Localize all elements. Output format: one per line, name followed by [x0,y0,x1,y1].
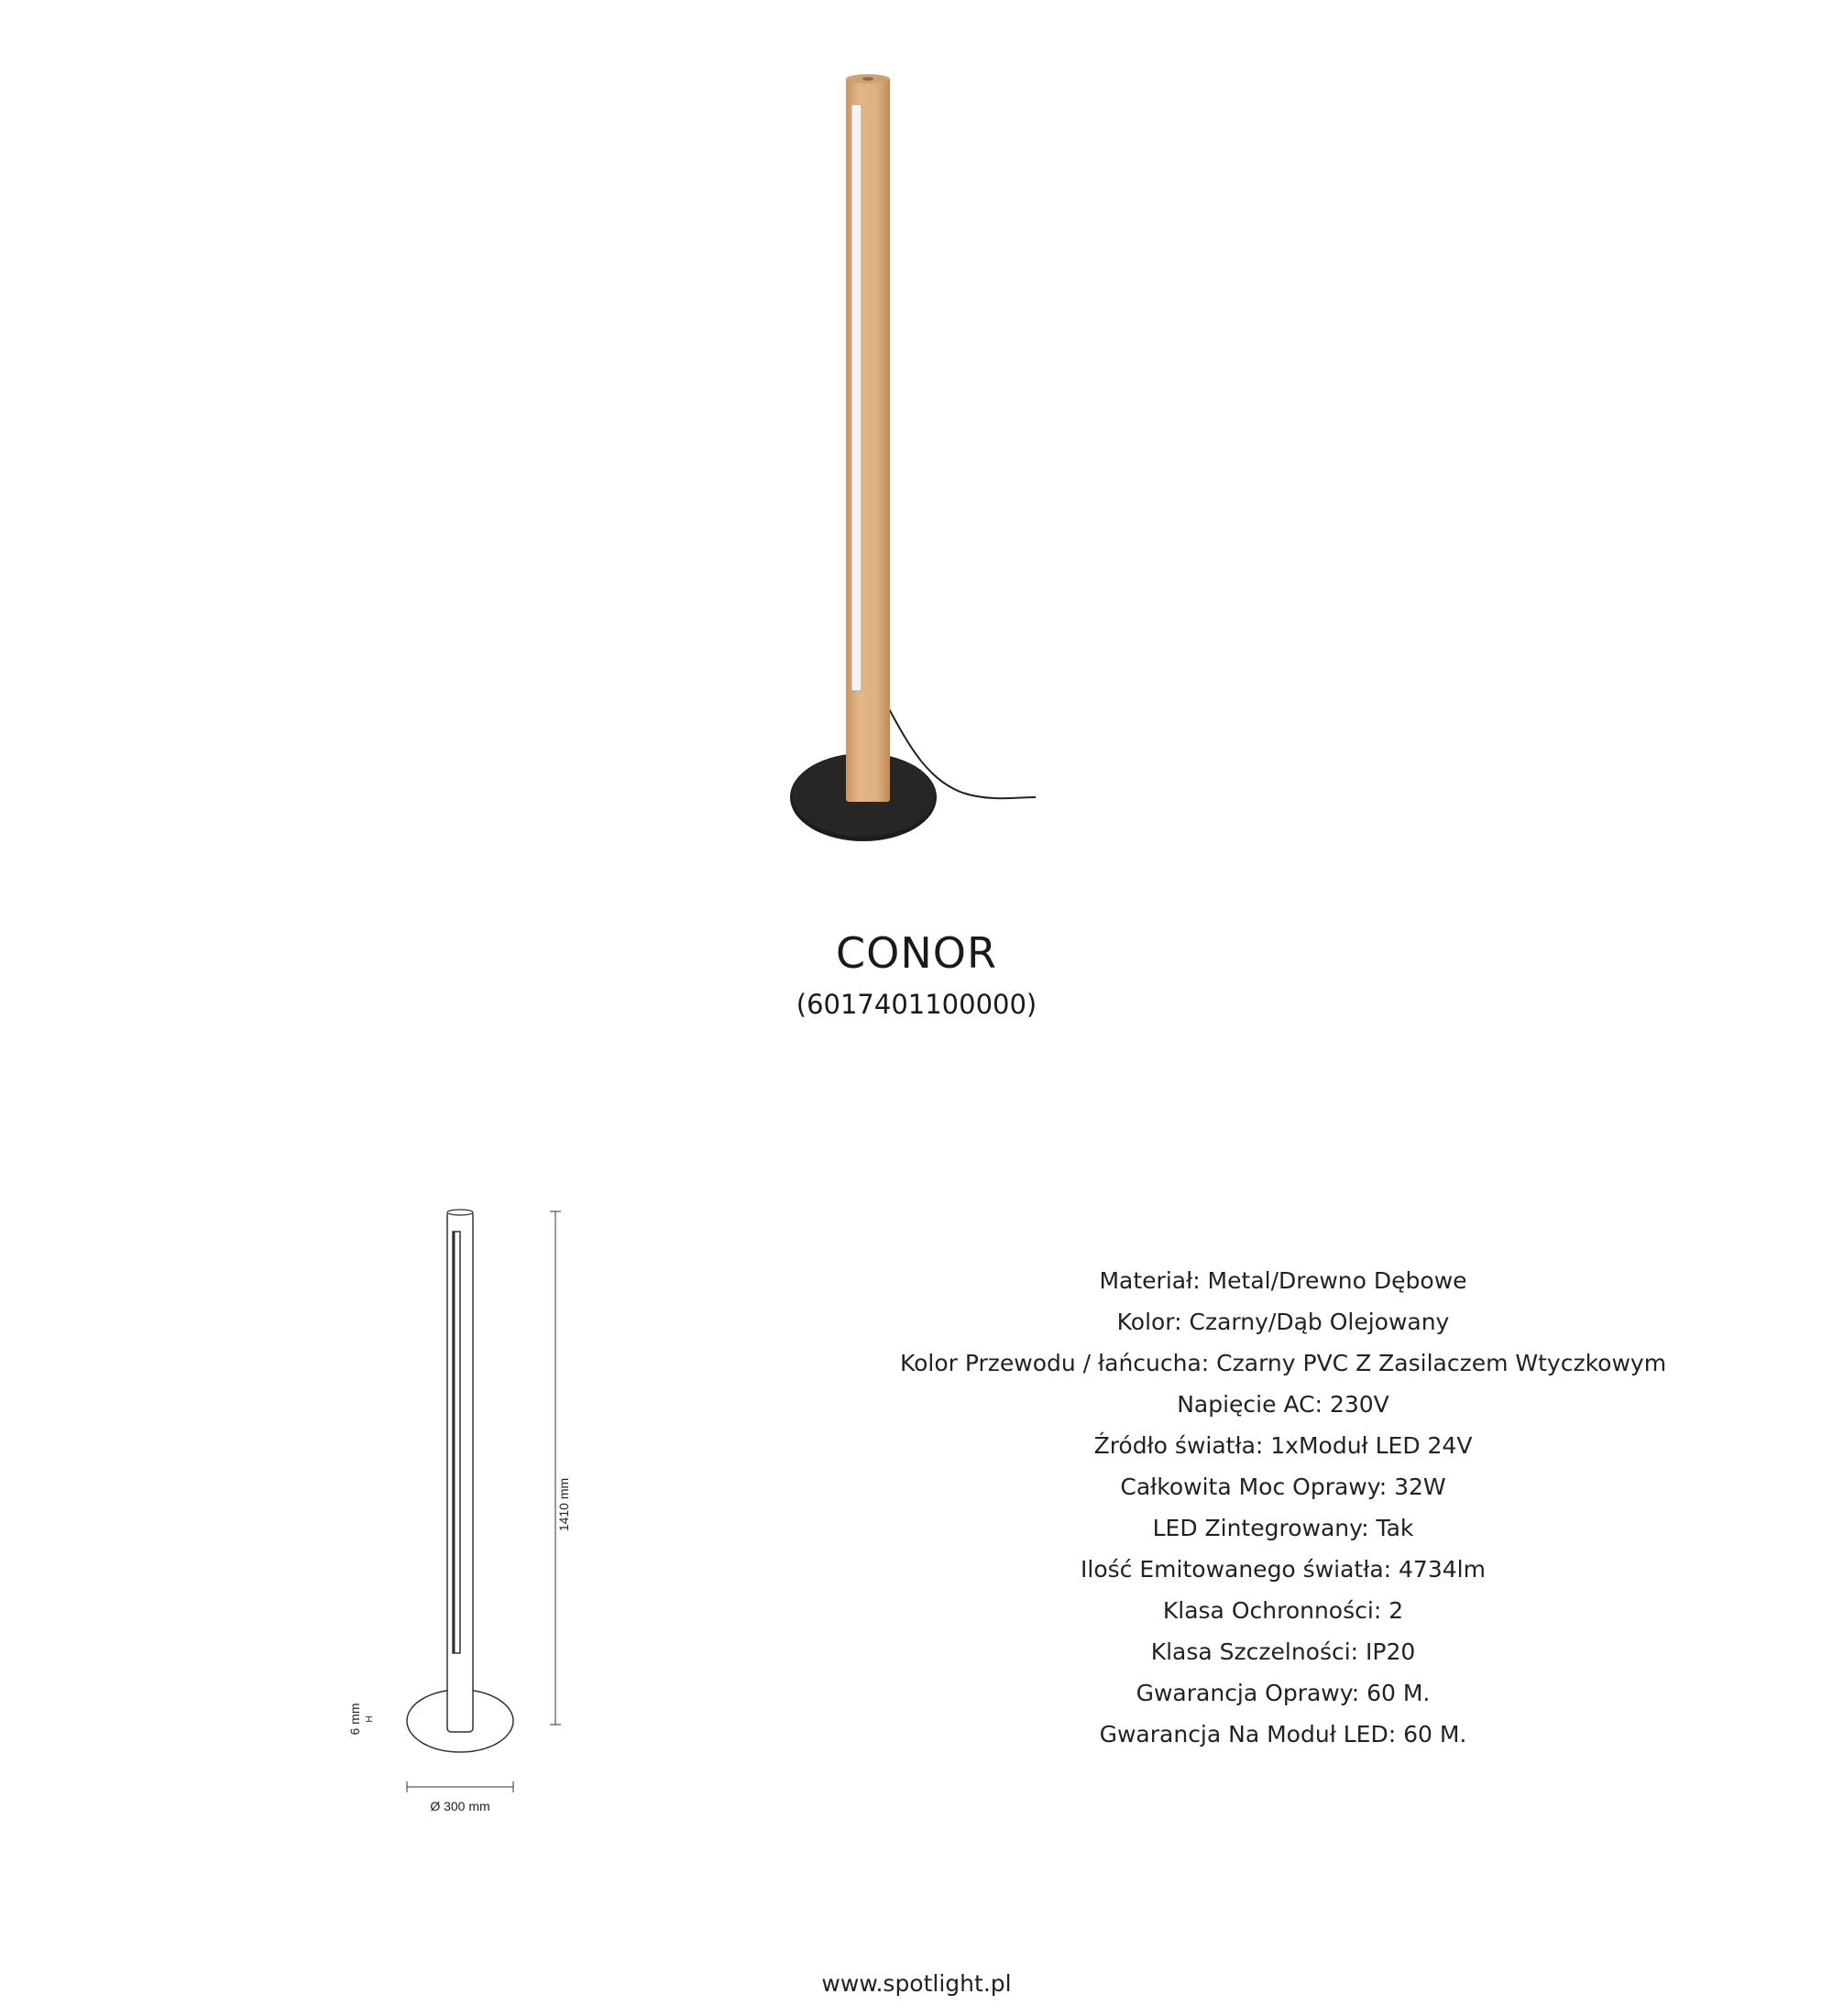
product-photo [752,64,1063,852]
title-block [0,926,1833,1023]
spec-luminous-flux: Ilość Emitowanego światła: 4734lm [1081,1556,1486,1583]
spec-fixture-warranty: Gwarancja Oprawy: 60 M. [1136,1680,1431,1706]
spec-material: Materiał: Metal/Drewno Dębowe [1099,1267,1467,1294]
base-height-label: 6 mm [347,1703,362,1736]
spec-light-source: Źródło światła: 1xModuł LED 24V [1093,1432,1473,1459]
spec-protection-class: Klasa Ochronności: 2 [1162,1597,1404,1624]
spec-ip-rating: Klasa Szczelności: IP20 [1150,1638,1416,1665]
spec-led-warranty: Gwarancja Na Moduł LED: 60 M. [1099,1721,1467,1748]
product-name: CONOR [836,928,997,978]
diameter-label: Ø 300 mm [430,1799,490,1813]
led-diffuser [851,104,862,691]
spec-integrated-led: LED Zintegrowany: Tak [1152,1515,1414,1541]
height-label: 1410 mm [556,1477,571,1532]
spec-cable-color: Kolor Przewodu / łańcucha: Czarny PVC Z Zasilaczem Wtyczkowym [899,1350,1667,1376]
base-height-unit: H [365,1715,375,1723]
spec-color: Kolor: Czarny/Dąb Olejowany [1116,1309,1450,1335]
product-code: (6017401100000) [796,989,1037,1020]
spec-voltage: Napięcie AC: 230V [1177,1391,1389,1418]
specs-list [825,1260,1741,1755]
spec-total-power: Całkowita Moc Oprawy: 32W [1120,1474,1446,1500]
technical-drawing [339,1200,614,1842]
footer-url[interactable]: www.spotlight.pl [821,1970,1012,1997]
